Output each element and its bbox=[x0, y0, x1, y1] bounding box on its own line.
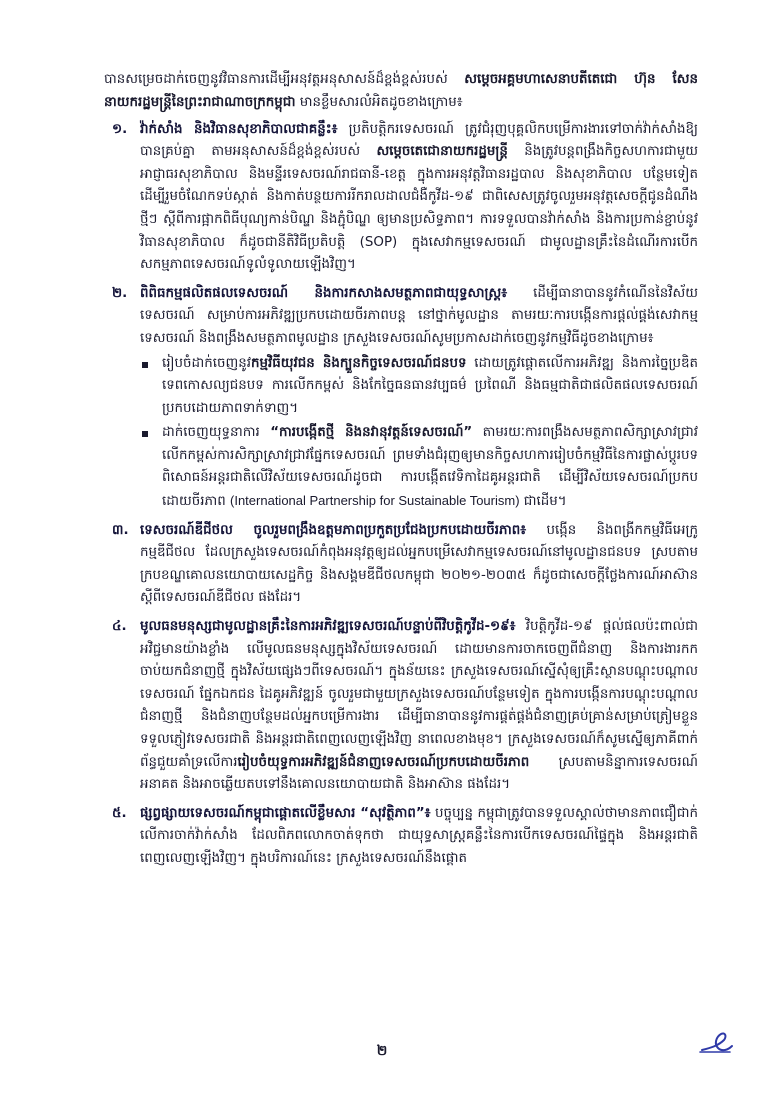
bullet-latin-text: (International Partnership for Sustainable Tourism) bbox=[230, 493, 520, 509]
item-bold-inline: រៀបចំយុទ្ធការអភិវឌ្ឍន៍ជំនាញទេសចរណ៍ប្រកបដោយចីរភាព bbox=[237, 754, 530, 770]
bullet-text: រៀបចំដាក់ចេញនូវ bbox=[162, 355, 251, 371]
item-body-continued: ស្របតាមនិន្នាការទេសចរណ៍អនាគត និងអាចឆ្លើយតបទៅនឹងគោលនយោបាយជាតិ និងអាស៊ាន ផងដែរ។ bbox=[140, 754, 698, 793]
intro-text-end: មានខ្លឹមសារលំអិតដូចខាងក្រោម៖ bbox=[295, 94, 463, 110]
bullet-bold-text: កម្មវិធីយុវជន និងក្បួនកិច្ចទេសចរណ៍ជនបទ bbox=[251, 355, 467, 371]
item-body: បង្កើន និងពង្រីកកម្មវិធីអេក្រូកម្មឌីជីថល ដែលក្រសួងទេសចរណ៍កំពុងអនុវត្តឲ្យដល់អ្នកបម្រើសេវាកម្មទេសចរណ៍នៅមូលដ្ឋានជនបទ ស្របតាមក្របខណ្ឌគោលនយោបាយសេដ្ឋកិច្ច និងសង្គមឌីជីថលកម្ពុជា ២០២១-២០៣៥ ក៏ដូចជាសេចក្ដីថ្លែងការណ៍អាស៊ាន ស្ដីពីទេសចរណ៍ឌីជីថល ផងដែរ។ bbox=[140, 522, 698, 606]
item-2-paragraph bbox=[112, 283, 698, 514]
item-bold-inline: សម្ដេចតេជោនាយករដ្ឋមន្ត្រី bbox=[376, 144, 508, 160]
item-number: ១. bbox=[112, 121, 128, 137]
bullet-bold-text: “ការបង្កើតថ្មី និងនវានុវត្តន៍ទេសចរណ៍” bbox=[270, 425, 473, 441]
item-body: វិបត្តិកូវីដ-១៩ ផ្ដល់ផលប៉ះពាល់ជាអវិជ្ជមានយ៉ាងខ្លាំង លើមូលធនមនុស្សក្នុងវិស័យទេសចរណ៍ ដោយមានការចាកចេញពីជំនាញ និងការងារកកចាប់យកជំនាញថ្មី ក្នុងវិស័យផ្សេងៗពីទេសចរណ៍។ ក្នុងន័យនេះ ក្រសួងទេសចរណ៍ស្នើសុំឲ្យគ្រឹះស្ថានបណ្ដុះបណ្ដាលទេសចរណ៍ ផ្នែកឯកជន ដៃគូអភិវឌ្ឍន៍ ចូលរួមជាមួយក្រសួងទេសចរណ៍បន្ថែមទៀត ក្នុងការបង្កើនការបណ្ដុះបណ្ដាលជំនាញថ្មី និងជំនាញបន្ថែមដល់អ្នកបម្រើការងារ ដើម្បីធានាបាននូវការផ្គត់ផ្គង់ជំនាញគ្រប់គ្រាន់សម្រាប់ត្រៀមខ្លួនទទួលភ្ញៀវទេសចរជាតិ និងអន្តរជាតិពេញលេញឡើងវិញ នាពេលខាងមុខ។ ក្រសួងទេសចរណ៍ក៏សូមស្នើឲ្យភាគីពាក់ព័ន្ធជួយគាំទ្រលើការ bbox=[140, 619, 698, 770]
item-3-paragraph bbox=[112, 520, 698, 610]
item-heading: ផ្សព្វផ្សាយទេសចរណ៍កម្ពុជាផ្ដោតលើខ្លឹមសារ “សុវត្ថិភាព”៖ bbox=[140, 805, 431, 821]
item-heading: វ៉ាក់សាំង និងវិធានសុខាភិបាលជាគន្លឹះ៖ bbox=[140, 121, 338, 137]
bullet-item bbox=[162, 353, 698, 421]
item-body: បច្ចុប្បន្ន កម្ពុជាត្រូវបានទទួលស្គាល់ថាមានភាពជឿជាក់លើការចាក់វ៉ាក់សាំង ដែលពិភពលោកចាត់ទុកថា ជាយុទ្ធសាស្ត្រគន្លឹះនៃការបើកទេសចរណ៍ផ្ទៃក្នុង និងអន្តរជាតិពេញលេញឡើងវិញ។ ក្នុងបរិការណ៍នេះ ក្រសួងទេសចរណ៍នឹងផ្ដោត bbox=[140, 805, 698, 866]
intro-bold-text: សម្ដេចអគ្គមហាសេនាបតីតេជោ ហ៊ុន សែន នាយករដ្ឋមន្ត្រីនៃព្រះរាជាណាចក្រកម្ពុជា bbox=[104, 72, 698, 110]
bullet-text-continued: តាមរយៈការពង្រឹងសមត្ថភាពសិក្សាស្រាវជ្រាវ លើកកម្ពស់ការសិក្សាស្រាវជ្រាវផ្នែកទេសចរណ៍ ព្រមទាំងជំរុញឲ្យមានកិច្ចសហការរៀបចំកម្មវិធីនៃការផ្លាស់ប្ដូរបទពិសោធន៍អន្តរជាតិលើវិស័យទេសចរណ៍ដូចជា ការបង្កើតវេទិកាដៃគូអន្តរជាតិ ដើម្បីវិស័យទេសចរណ៍ប្រកបដោយចីរភាព bbox=[162, 425, 698, 510]
signature-initial-icon bbox=[696, 1026, 736, 1056]
bullet-text-continued: ដោយត្រូវផ្ដោតលើការអភិវឌ្ឍ និងការច្នៃប្រឌិតទេពកោសល្យជនបទ ការលើកកម្ពស់ និងកែច្នៃធនធានវប្បធម៌ ប្រពៃណី និងធម្មជាតិជាផលិតផលទេសចរណ៍ប្រកបដោយភាពទាក់ទាញ។ bbox=[162, 355, 698, 416]
item-heading: ពិពិធកម្មផលិតផលទេសចរណ៍ និងការកសាងសមត្ថភាពជាយុទ្ធសាស្ត្រ៖ bbox=[140, 285, 508, 301]
item-body: ប្រតិបត្តិករទេសចរណ៍ ត្រូវជំរុញបុគ្គលិកបម្រើការងារទៅចាក់វ៉ាក់សាំងឱ្យបានគ្រប់គ្នា តាមអនុសាសន៍ដ៏ខ្ពង់ខ្ពស់របស់ bbox=[140, 121, 698, 160]
item-number: ៥. bbox=[112, 805, 127, 821]
item-number: ២. bbox=[112, 285, 128, 301]
item-number: ៣. bbox=[112, 522, 129, 538]
bullet-text-end: ជាដើម។ bbox=[519, 494, 567, 510]
page-number: ២ bbox=[376, 1043, 388, 1059]
item-body: ដើម្បីធានាបាននូវកំណើននៃវិស័យទេសចរណ៍ សម្រាប់ការអភិវឌ្ឍប្រកបដោយចីរភាពបន្ត នៅថ្នាក់មូលដ្ឋាន តាមរយៈការបង្កើនការផ្ដល់ផ្គង់សេវាកម្មទេសចរណ៍ និងពង្រឹងសមត្ថភាពមូលដ្ឋាន ក្រសួងទេសចរណ៍សូមប្រកាសដាក់ចេញនូវកម្មវិធីដូចខាងក្រោម៖ bbox=[140, 285, 698, 346]
bullet-text: ដាក់ចេញយុទ្ធនាការ bbox=[162, 425, 271, 441]
item-number: ៤. bbox=[112, 619, 127, 635]
bullet-item bbox=[162, 422, 698, 513]
intro-text: បានសម្រេចដាក់ចេញនូវវិធានការដើម្បីអនុវត្តអនុសាសន៍ដ៏ខ្ពង់ខ្ពស់របស់ bbox=[104, 72, 465, 88]
item-5-paragraph bbox=[112, 803, 698, 871]
intro-paragraph bbox=[104, 69, 698, 114]
item-heading: ទេសចរណ៍ឌីជីថល ចូលរួមពង្រឹងឧត្ដមភាពប្រកួតប្រជែងប្រកបដោយចីរភាព៖ bbox=[140, 522, 527, 538]
item-body-continued: និងត្រូវបន្តពង្រឹងកិច្ចសហការជាមួយអាជ្ញាធរសុខាភិបាល និងមន្ទីរទេសចរណ៍រាជធានី-ខេត្ត ក្នុងការអនុវត្តវិធានរដ្ឋបាល និងសុខាភិបាល បន្ថែមទៀត ដើម្បីរួមចំណែកទប់ស្កាត់ និងកាត់បន្ថយការរីករាលដាលជំងឺកូវីដ-១៩ ជាពិសេសត្រូវចូលរួមអនុវត្តសេចក្ដីជូនដំណឹងថ្មីៗ ស្ដីពីការផ្អាកពិធីបុណ្យកាន់បិណ្ឌ និងភ្ជុំបិណ្ឌ ឲ្យមានប្រសិទ្ធភាព។ ការទទួលបានវ៉ាក់សាំង និងការប្រកាន់ខ្ជាប់នូវវិធានសុខាភិបាល ក៏ដូចជានីតិវិធីប្រតិបត្តិ (SOP) ក្នុងសេវាកម្មទេសចរណ៍ ជាមូលដ្ឋានគ្រឹះនៃដំណើរការបើកសកម្មភាពទេសចរណ៍ទូលំទូលាយឡើងវិញ។ bbox=[140, 144, 699, 273]
item-heading: មូលធនមនុស្សជាមូលដ្ឋានគ្រឹះនៃការអភិវឌ្ឍទេសចរណ៍បន្ទាប់ពីវិបត្តិកូវីដ-១៩៖ bbox=[140, 619, 516, 635]
item-4-paragraph bbox=[112, 616, 698, 797]
item-1-paragraph bbox=[112, 119, 698, 277]
bullet-list bbox=[140, 353, 698, 514]
